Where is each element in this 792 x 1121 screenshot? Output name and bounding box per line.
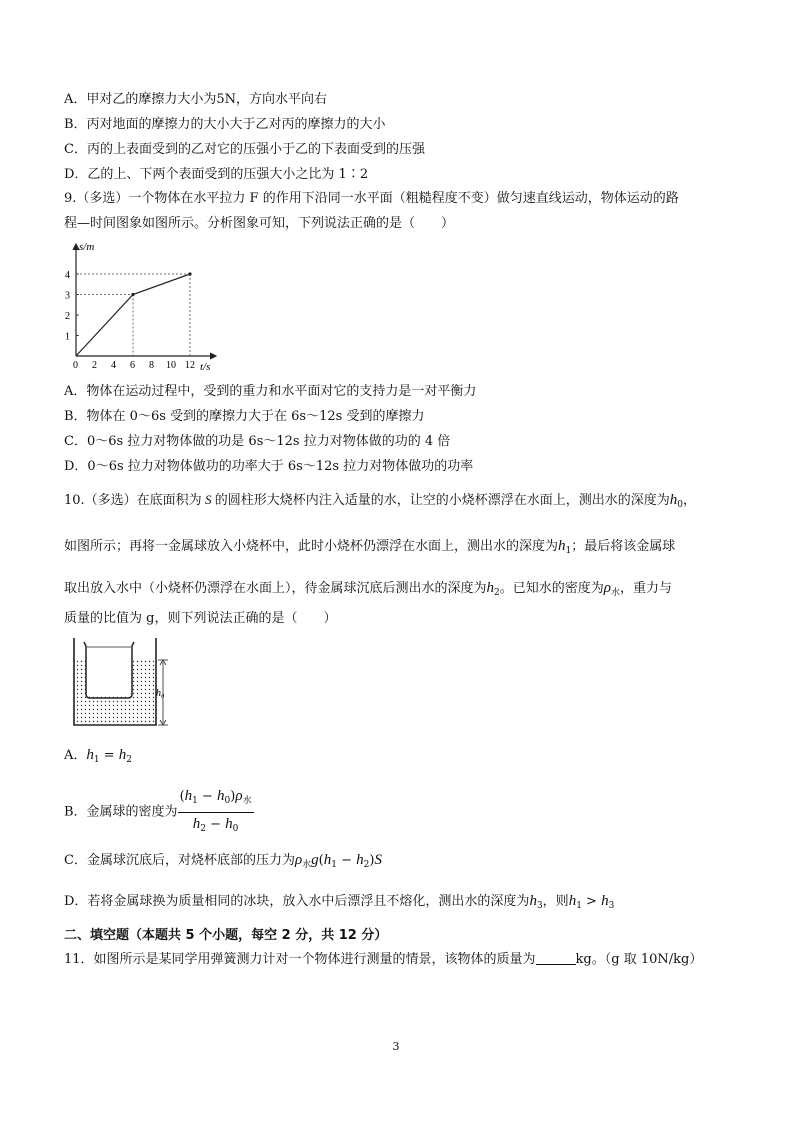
q9-stem-line1: 9.（多选）一个物体在水平拉力 F 的作用下沿同一水平面（粗糙程度不变）做匀速直线运动，物体运动的路 xyxy=(64,191,679,206)
x-tick-label: 0 xyxy=(73,360,78,371)
q10-option-a: A．$h_1 = h_2$ xyxy=(64,747,133,765)
x-tick-label: 8 xyxy=(149,360,154,371)
q9-option-d: D．0～6s 拉力对物体做功的功率大于 6s～12s 拉力对物体做功的功率 xyxy=(64,459,474,474)
y-tick-label: 3 xyxy=(65,290,70,302)
x-tick-label: 12 xyxy=(185,360,195,371)
data-point xyxy=(188,272,191,275)
y-axis-label: s/m xyxy=(79,241,95,253)
x-tick-label: 10 xyxy=(166,360,176,371)
q8-option-a: A．甲对乙的摩擦力大小为5N，方向水平向右 xyxy=(64,92,328,107)
q9-option-b: B．物体在 0～6s 受到的摩擦力大于在 6s～12s 受到的摩擦力 xyxy=(64,409,425,424)
y-tick-label: 4 xyxy=(65,270,70,281)
distance-time-chart xyxy=(62,238,222,374)
q10-option-b: B．金属球的密度为 $\frac{(h_1 - h_0)\rho_水}{h_2 - h_0}$ xyxy=(64,788,252,834)
data-point xyxy=(131,293,134,296)
answer-blank[interactable] xyxy=(536,952,576,965)
q10-line2: 如图所示；再将一金属球放入小烧杯中，此时小烧杯仍漂浮在水面上，测出水的深度为$h_1$；最后将该金属球 xyxy=(64,538,676,556)
q9-stem-line2: 程—时间图象如图所示。分析图象可知，下列说法正确的是（ ） xyxy=(64,216,455,231)
y-tick-label: 1 xyxy=(65,331,70,343)
y-tick-label: 2 xyxy=(65,311,70,322)
page-number: 3 xyxy=(392,1040,400,1053)
q10-line4: 质量的比值为 g，则下列说法正确的是（ ） xyxy=(64,611,337,626)
x-tick-label: 6 xyxy=(130,360,135,371)
h0-label: h₀ xyxy=(156,688,165,699)
q8-option-b: B．丙对地面的摩擦力的大小大于乙对丙的摩擦力的大小 xyxy=(64,117,386,132)
q8-option-d: D．乙的上、下两个表面受到的压强大小之比为 1∶2 xyxy=(64,167,369,182)
q10-option-c: C．金属球沉底后，对烧杯底部的压力为$\rho_水g(h_1 - h_2)S$ xyxy=(64,852,382,870)
q10-line1: 10.（多选）在底面积为 S 的圆柱形大烧杯内注入适量的水，让空的小烧杯漂浮在水面上，测出水的深度为$h_0$， xyxy=(64,492,696,510)
q10-line3: 取出放入水中（小烧杯仍漂浮在水面上），待金属球沉底后测出水的深度为$h_2$。已知水的密度为$\rho_水$，重力与 xyxy=(64,580,672,598)
section-title: 二、填空题（本题共 5 个小题，每空 2 分，共 12 分） xyxy=(64,928,388,943)
q9-option-a: A．物体在运动过程中，受到的重力和水平面对它的支持力是一对平衡力 xyxy=(64,384,477,399)
q8-option-c: C．丙的上表面受到的乙对它的压强小于乙的下表面受到的压强 xyxy=(64,142,425,157)
q9-option-c: C．0～6s 拉力对物体做的功是 6s～12s 拉力对物体做的功的 4 倍 xyxy=(64,434,451,449)
beaker-figure xyxy=(72,636,182,728)
q10-option-d: D．若将金属球换为质量相同的冰块，放入水中后漂浮且不熔化，测出水的深度为$h_3$，则$h_1 > h_3$ xyxy=(64,893,615,911)
x-tick-label: 2 xyxy=(92,360,97,371)
x-axis-label: t/s xyxy=(200,361,211,373)
small-beaker xyxy=(84,642,134,698)
q11-stem: 11．如图所示是某同学用弹簧测力计对一个物体进行测量的情景，该物体的质量为 kg。（g 取 10N/kg） xyxy=(64,952,703,967)
x-tick-label: 4 xyxy=(111,360,116,371)
